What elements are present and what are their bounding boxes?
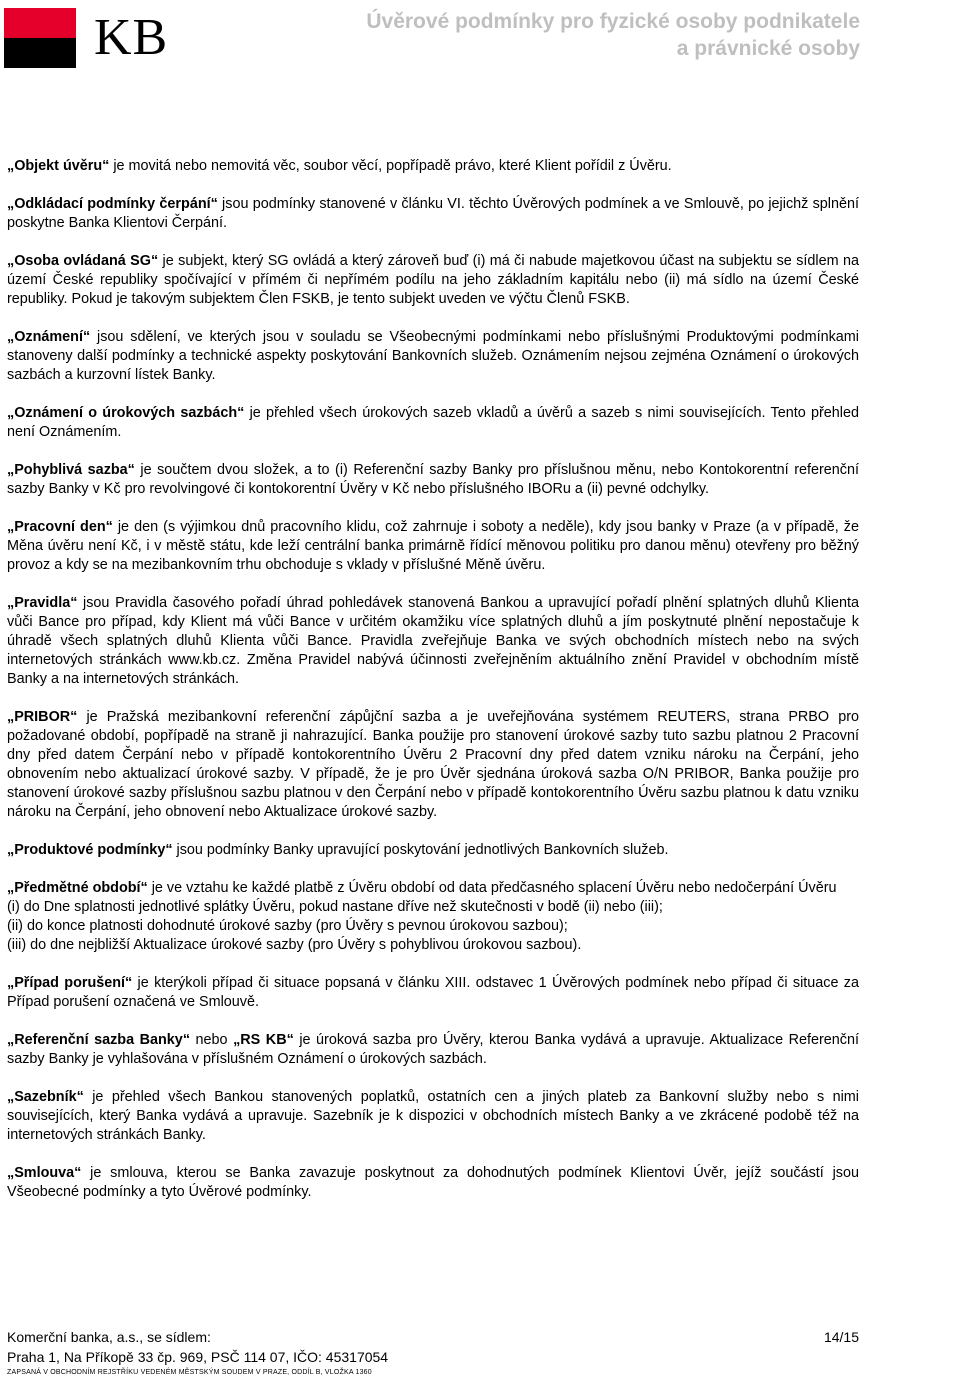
- definition-text: jsou podmínky stanovené v článku VI. těchto Úvěrových podmínek a ve Smlouvě, po jejichž splnění poskytne Banka Klientovi Čerpání.: [7, 196, 859, 231]
- definition-pohybliva-sazba: [7, 461, 859, 499]
- definition-text: jsou Pravidla časového pořadí úhrad pohledávek stanovená Bankou a upravující pořadí plnění splatných dluhů Klienta vůči Bance pro případ, kdy Klient má vůči Bance v určitém okamžiku více splatných dluhů a jím poskytnuté plnění nepostačuje k úhradě všech splatných dluhů Klienta vůči Bance. Pravidla zveřejňuje Banka ve svých obchodních místech nebo na svých internetových stránkách www.kb.cz. Změna Pravidel nabývá účinnosti zveřejněním aktuálního znění Pravidel v obchodním místě Banky a na internetových stránkách.: [7, 595, 859, 687]
- definition-list-item: (i) do Dne splatnosti jednotlivé splátky Úvěru, pokud nastane dříve než skutečnosti v bodě (ii) nebo (iii);: [7, 899, 663, 915]
- definition-term: „Oznámení o úrokových sazbách“: [7, 405, 245, 421]
- definition-text: je součtem dvou složek, a to (i) Referenční sazby Banky pro příslušnou měnu, nebo Kontokorentní referenční sazby Banky v Kč pro revolvingové či kontokorentní Úvěry v Kč nebo příslušného IBORu a (ii) pevné odchylky.: [7, 462, 859, 497]
- page-number: 14/15: [823, 1329, 859, 1345]
- definition-text: jsou podmínky Banky upravující poskytování jednotlivých Bankovních služeb.: [172, 842, 669, 858]
- definition-term: „Referenční sazba Banky“: [7, 1032, 191, 1048]
- kb-logo: [4, 8, 189, 66]
- definition-term: „Sazebník“: [7, 1089, 84, 1105]
- definition-text: je subjekt, který SG ovládá a který zároveň buď (i) má či nabude majetkovou účast na subjektu se sídlem na území České republiky spočívající v přímém či nepřímém podílu na jeho základním kapitálu nebo (ii) má sídlo na území České republiky. Pokud je takovým subjektem Člen FSKB, je tento subjekt uveden ve výčtu Členů FSKB.: [7, 253, 859, 307]
- definition-smlouva: [7, 1164, 859, 1202]
- definition-term: „Pravidla“: [7, 595, 78, 611]
- definition-oznameni-o-urokovych-sazbach: [7, 404, 859, 442]
- definitions-list: [7, 157, 859, 1221]
- document-title-line2: a právnické osoby: [676, 37, 860, 60]
- definition-pripad-poruseni: [7, 974, 859, 1012]
- definition-pravidla: [7, 594, 859, 689]
- definition-osoba-ovladana-sg: [7, 252, 859, 309]
- definition-pracovni-den: [7, 518, 859, 575]
- definition-term: „Pracovní den“: [7, 519, 113, 535]
- definition-odkladaci-podminky: [7, 195, 859, 233]
- definition-sazebnik: [7, 1088, 859, 1145]
- logo-black-block: [4, 38, 76, 68]
- definition-text: je přehled všech úrokových sazeb vkladů a úvěrů a sazeb s nimi souvisejících. Tento přehled není Oznámením.: [7, 405, 860, 440]
- definition-term: „Objekt úvěru“: [7, 158, 110, 174]
- definition-list-item: (iii) do dne nejbližší Aktualizace úrokové sazby (pro Úvěry s pohyblivou úrokovou sazbou).: [7, 937, 582, 953]
- definition-referencni-sazba-banky: [7, 1031, 859, 1069]
- definition-term: „PRIBOR“: [7, 709, 78, 725]
- document-title: [366, 8, 860, 62]
- definition-oznameni: [7, 328, 859, 385]
- definition-pribor: [7, 708, 859, 822]
- definition-term: „Odkládací podmínky čerpání“: [7, 196, 218, 212]
- definition-term: „Produktové podmínky“: [7, 842, 173, 858]
- definition-text: je den (s výjimkou dnů pracovního klidu, což zahrnuje i soboty a neděle), kdy jsou banky v Praze (a v případě, že Měna úvěru není Kč, i v městě státu, kde leží centrální banka primárně řídící měnovou politiku pro danou měnu) otevřeny pro běžný provoz a kdy se na mezibankovním trhu obchoduje s vklady v příslušné Měně úvěru.: [7, 519, 859, 573]
- definition-text: je ve vztahu ke každé platbě z Úvěru období od data předčasného splacení Úvěru nebo nedočerpání Úvěru: [147, 880, 837, 896]
- definition-text: jsou sdělení, ve kterých jsou v souladu se Všeobecnými podmínkami nebo příslušnými Produktovými podmínkami stanoveny další podmínky a technické aspekty poskytování Bankovních služeb. Oznámením nejsou zejména Oznámení o úrokových sazbách a kurzovní lístek Banky.: [7, 329, 859, 383]
- definition-term: „Oznámení“: [7, 329, 91, 345]
- document-title-line1: Úvěrové podmínky pro fyzické osoby podnikatele: [366, 10, 860, 33]
- footer-registry: ZAPSANÁ V OBCHODNÍM REJSTŘÍKU VEDENÉM MĚSTSKÝM SOUDEM V PRAZE, ODDÍL B, VLOŽKA 1360: [7, 1369, 372, 1376]
- logo-red-block: [4, 8, 76, 38]
- definition-text: je Pražská mezibankovní referenční zápůjční sazba a je uveřejňována systémem REUTERS, strana PRBO pro požadované období, popřípadě na straně ji nahrazující. Banka použije pro stanovení úrokové sazby tuto sazbu platnou 2 Pracovní dny před datem Čerpání nebo v případě kontokorentního Úvěru 2 Pracovní dny před datem vzniku nároku na Čerpání, jeho obnovením nebo aktualizací úrokové sazby. V případě, že je pro Úvěr sjednána úroková sazba O/N PRIBOR, Banka použije pro stanovení úrokové sazby příslušnou sazbu platnou v den Čerpání nebo v případě kontokorentního Úvěru sazbu platnou k datu vzniku nároku na Čerpání, jeho obnovení nebo Aktualizace úrokové sazby.: [7, 709, 859, 820]
- logo-text: KB: [94, 9, 169, 66]
- definition-term: „Osoba ovládaná SG“: [7, 253, 159, 269]
- page-header: [0, 0, 960, 70]
- definition-objekt-uveru: [7, 157, 859, 176]
- definition-term: „Případ porušení“: [7, 975, 133, 991]
- definition-text: je kterýkoli případ či situace popsaná v článku XIII. odstavec 1 Úvěrových podmínek nebo případ či situace za Případ porušení označená ve Smlouvě.: [7, 975, 859, 1010]
- definition-term-alias: „RS KB“: [233, 1032, 294, 1048]
- definition-list-item: (ii) do konce platnosti dohodnuté úrokové sazby (pro Úvěry s pevnou úrokovou sazbou);: [7, 918, 568, 934]
- definition-text: je movitá nebo nemovitá věc, soubor věcí, popřípadě právo, které Klient pořídil z Úvěru.: [109, 158, 672, 174]
- definition-term: „Předmětné období“: [7, 880, 148, 896]
- definition-connector-text: nebo: [190, 1032, 234, 1048]
- definition-term: „Smlouva“: [7, 1165, 82, 1181]
- definition-term: „Pohyblivá sazba“: [7, 462, 135, 478]
- definition-text: je úroková sazba pro Úvěry, kterou Banka vydává a upravuje. Aktualizace Referenční sazby Banky je vyhlašována v příslušném Oznámení o úrokových sazbách.: [7, 1032, 859, 1067]
- footer-address: Praha 1, Na Příkopě 33 čp. 969, PSČ 114 07, IČO: 45317054: [7, 1349, 389, 1365]
- definition-predmetne-obdobi: [7, 879, 859, 955]
- definition-text: je přehled všech Bankou stanovených poplatků, ostatních cen a jiných plateb za Bankovní služby nebo s nimi souvisejících, který Banka vydává a upravuje. Sazebník je k dispozici v obchodních místech Banky a ve zkrácené podobě též na internetových stránkách Banky.: [7, 1089, 859, 1143]
- definition-text: je smlouva, kterou se Banka zavazuje poskytnout za dohodnutých podmínek Klientovi Úvěr, jejíž součástí jsou Všeobecné podmínky a tyto Úvěrové podmínky.: [7, 1165, 859, 1200]
- footer-company: Komerční banka, a.s., se sídlem:: [7, 1329, 211, 1345]
- definition-produktove-podminky: [7, 841, 859, 860]
